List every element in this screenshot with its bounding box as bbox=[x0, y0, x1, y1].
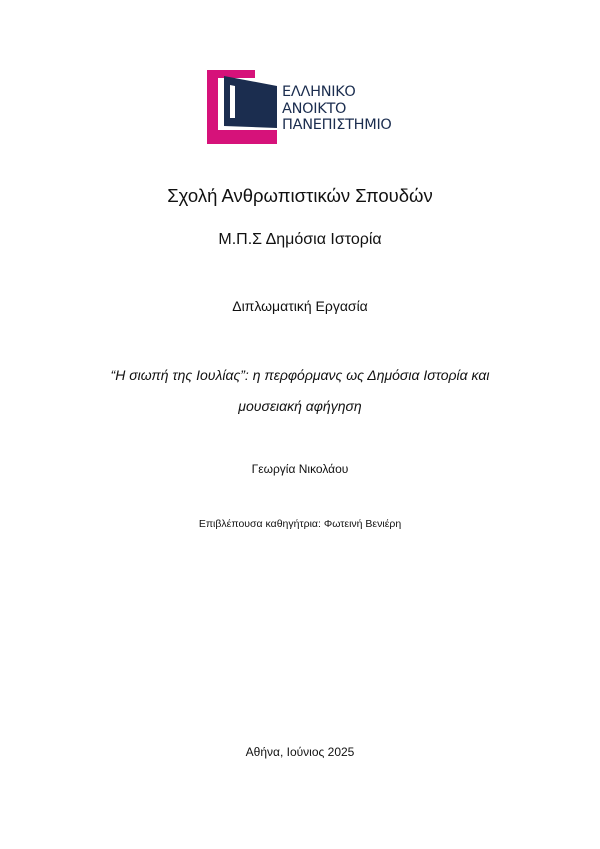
university-logo bbox=[207, 70, 397, 144]
supervisor: Επιβλέπουσα καθηγήτρια: Φωτεινή Βενιέρη bbox=[198, 518, 402, 530]
logo-line-3: ΠΑΝΕΠΙΣΤΗΜΙΟ bbox=[282, 117, 392, 133]
school-name: Σχολή Ανθρωπιστικών Σπουδών bbox=[167, 185, 433, 206]
university-logo-mark-icon bbox=[207, 70, 277, 144]
logo-line-2: ΑΝΟΙΚΤΟ bbox=[282, 100, 347, 117]
program-name: Μ.Π.Σ Δημόσια Ιστορία bbox=[218, 231, 382, 248]
university-logo-text bbox=[282, 84, 392, 134]
thesis-title-line-1: “Η σιωπή της Ιουλίας”: η περφόρμανς ως Δημόσια Ιστορία και bbox=[110, 367, 490, 383]
author-name: Γεωργία Νικολάου bbox=[251, 462, 349, 476]
logo-line-1: ΕΛΛΗΝΙΚΟ bbox=[282, 84, 356, 100]
place-date: Αθήνα, Ιούνιος 2025 bbox=[245, 745, 355, 759]
thesis-type: Διπλωματική Εργασία bbox=[232, 298, 368, 314]
thesis-title-line-2: μουσειακή αφήγηση bbox=[238, 398, 362, 414]
